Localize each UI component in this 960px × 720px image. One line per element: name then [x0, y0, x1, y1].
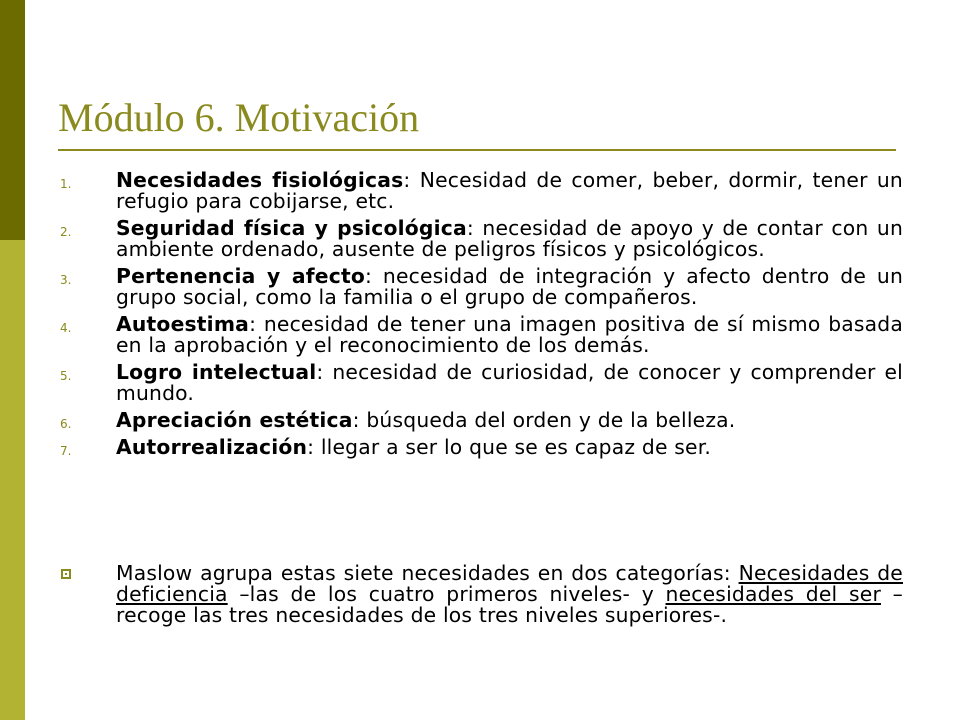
item-term: Pertenencia y afecto — [116, 264, 366, 288]
item-description: : necesidad de apoyo y de contar con un ambiente ordenado, ausente de peligros físicos y psicológicos. — [116, 216, 904, 261]
item-term: Autoestima — [116, 312, 250, 336]
item-number: 6. — [60, 417, 72, 431]
side-bar-dark — [0, 0, 25, 240]
item-number: 3. — [60, 273, 72, 287]
list-item — [60, 362, 903, 404]
list-item — [60, 266, 903, 308]
item-description: : necesidad de curiosidad, de conocer y comprender el mundo. — [116, 360, 903, 405]
item-term: Autorrealización — [116, 435, 308, 459]
item-term: Seguridad física y psicológica — [116, 216, 467, 240]
maslow-note — [60, 563, 903, 626]
slide-title: Módulo 6. Motivación — [58, 95, 420, 140]
item-description: : llegar a ser lo que se es capaz de ser. — [307, 435, 712, 459]
list-item — [60, 437, 903, 458]
square-bullet-icon — [61, 569, 71, 579]
item-description: : búsqueda del orden y de la belleza. — [352, 408, 736, 432]
item-number: 4. — [60, 321, 72, 335]
item-term: Necesidades fisiológicas — [116, 168, 404, 192]
side-bar-light — [0, 240, 25, 720]
list-item — [60, 410, 903, 431]
being-needs-term: necesidades del ser — [665, 582, 881, 606]
note-text-1: Maslow agrupa estas siete necesidades en dos categorías: — [116, 561, 739, 585]
item-number: 5. — [60, 369, 72, 383]
item-description: : necesidad de tener una imagen positiva de sí mismo basada en la aprobación y el reconocimiento de los demás. — [116, 312, 903, 357]
item-term: Apreciación estética — [116, 408, 353, 432]
title-divider — [58, 149, 896, 151]
deficiency-needs-term: Necesidades de deficiencia — [116, 561, 903, 606]
list-item — [60, 314, 903, 356]
list-item — [60, 218, 903, 260]
item-description: : Necesidad de comer, beber, dormir, tener un refugio para cobijarse, etc. — [116, 168, 903, 213]
item-number: 2. — [60, 225, 72, 239]
item-term: Logro intelectual — [116, 360, 317, 384]
item-description: : necesidad de integración y afecto dentro de un grupo social, como la familia o el grupo de compañeros. — [116, 264, 903, 309]
item-number: 1. — [60, 177, 72, 191]
note-text-2: –las de los cuatro primeros niveles- y — [227, 582, 666, 606]
item-number: 7. — [60, 444, 72, 458]
note-text-3: –recoge las tres necesidades de los tres niveles superiores-. — [116, 582, 903, 627]
needs-list — [60, 170, 903, 464]
list-item — [60, 170, 903, 212]
